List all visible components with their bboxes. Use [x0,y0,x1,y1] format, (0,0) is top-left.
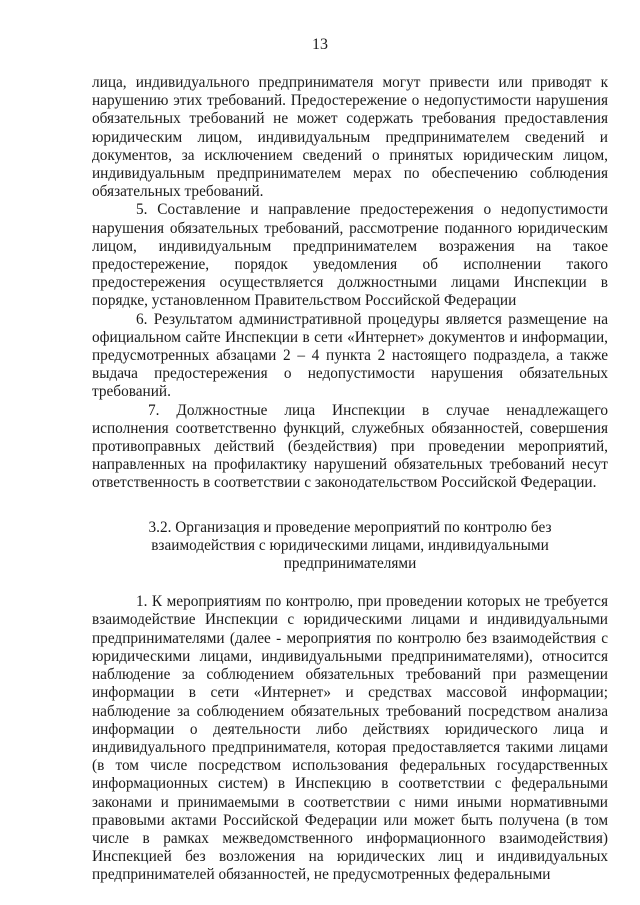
paragraph-item-6: 6. Результатом административной процедуры является размещение на официальном сайте Инспекции в сети «Интернет» документов и информации, предусмотренных абзацами 2 – 4 пункта 2 настоящего подраздела, а также выдача предостережения о недопустимости нарушения обязательных требований. [92,310,608,401]
paragraph-continuation: лица, индивидуального предпринимателя могут привести или приводят к нарушению этих требований. Предостережение о недопустимости нарушения обязательных требований не может содержать требования предоставления юридическим лицом, индивидуальным предпринимателем сведений и документов, за исключением сведений о принятых юридическим лицом, индивидуальным предпринимателем мерах по обеспечению соблюдения обязательных требований. [92,74,608,201]
paragraph-item-7: 7. Должностные лица Инспекции в случае ненадлежащего исполнения соответственно функций, служебных обязанностей, совершения противоправных действий (бездействия) при проведении мероприятий, направленных на профилактику нарушений обязательных требований несут ответственность в соответствии с законодательством Российской Федерации. [92,401,608,492]
paragraph-item-5: 5. Составление и направление предостережения о недопустимости нарушения обязательных требований, рассмотрение поданного юридическим лицом, индивидуальным предпринимателем возражения на такое предостережение, порядок уведомления об исполнении такого предостережения осуществляется должностными лицами Инспекции в порядке, установленном Правительством Российской Федерации [92,201,608,310]
page-number: 13 [312,36,328,53]
section-heading: 3.2. Организация и проведение мероприятий по контролю без взаимодействия с юридическими лицами, индивидуальными предпринимателями [148,518,552,573]
document-body [92,74,608,885]
paragraph-item-1: 1. К мероприятиям по контролю, при проведении которых не требуется взаимодействие Инспекции с юридическими лицами и индивидуальными предпринимателями (далее - мероприятия по контролю без взаимодействия с юридическими лицами, индивидуальными предпринимателями), относится наблюдение за соблюдением обязательных требований при размещении информации в сети «Интернет» и средствах массовой информации; наблюдение за соблюдением обязательных требований посредством анализа информации о деятельности либо действиях юридического лица и индивидуального предпринимателя, которая предоставляется такими лицами (в том числе посредством использования федеральных государственных информационных систем) в Инспекцию в соответствии с федеральными законами и принимаемыми в соответствии с ними иными нормативными правовыми актами Российской Федерации или может быть получена (в том числе в рамках межведомственного информационного взаимодействия) Инспекцией без возложения на юридических лиц и индивидуальных предпринимателей обязанностей, не предусмотренных федеральными [92,593,608,884]
